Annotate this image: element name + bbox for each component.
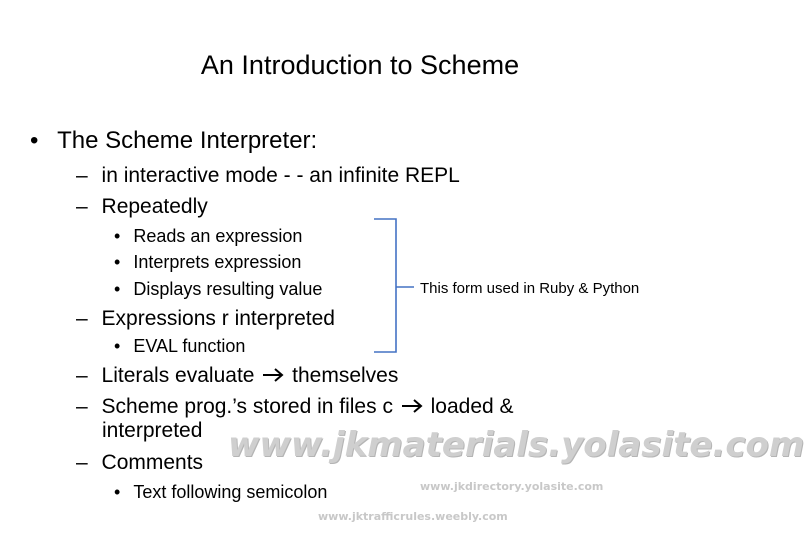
bullet-glyph: • [114,252,121,272]
watermark-tertiary: www.jktrafficrules.weebly.com [318,510,508,523]
bullet-glyph: • [114,226,121,246]
bullet-glyph: • [114,482,121,502]
sub-bullet-text: Text following semicolon [133,482,328,502]
watermark-secondary: www.jkdirectory.yolasite.com [420,480,604,493]
dash-text-after: themselves [292,364,399,387]
sub-bullet-text: Interprets expression [133,252,302,272]
slide-title: An Introduction to Scheme [200,50,520,80]
dash-glyph: – [76,364,88,387]
annotation-note: This form used in Ruby & Python [420,280,640,297]
dash-text: Comments [101,451,204,474]
dash-text-continuation: interpreted [102,419,203,442]
bullet-glyph: • [114,336,121,356]
right-bracket-shape [374,286,396,352]
dash-text: in interactive mode - - an infinite REPL [101,164,460,187]
bullet-text: The Scheme Interpreter: [57,127,318,154]
dash-text: Expressions r interpreted [101,307,335,330]
dash-text: Repeatedly [101,195,208,218]
bullet-glyph: • [114,279,121,299]
right-bracket-shape [374,219,396,286]
sub-bullet-text: Displays resulting value [133,279,323,299]
dash-text-after: loaded & [430,395,514,418]
dash-glyph: – [76,395,88,418]
watermark-main: www.jkmaterials.yolasite.com [228,425,804,465]
dash-text-before: Literals evaluate [101,364,255,387]
dash-glyph: – [76,195,88,218]
dash-glyph: – [76,164,88,187]
sub-bullet-text: EVAL function [133,336,246,356]
dash-glyph: – [76,451,88,474]
bullet-glyph: • [30,127,39,154]
sub-bullet-text: Reads an expression [133,226,303,246]
dash-glyph: – [76,307,88,330]
dash-text-before: Scheme prog.’s stored in files c [101,395,393,418]
